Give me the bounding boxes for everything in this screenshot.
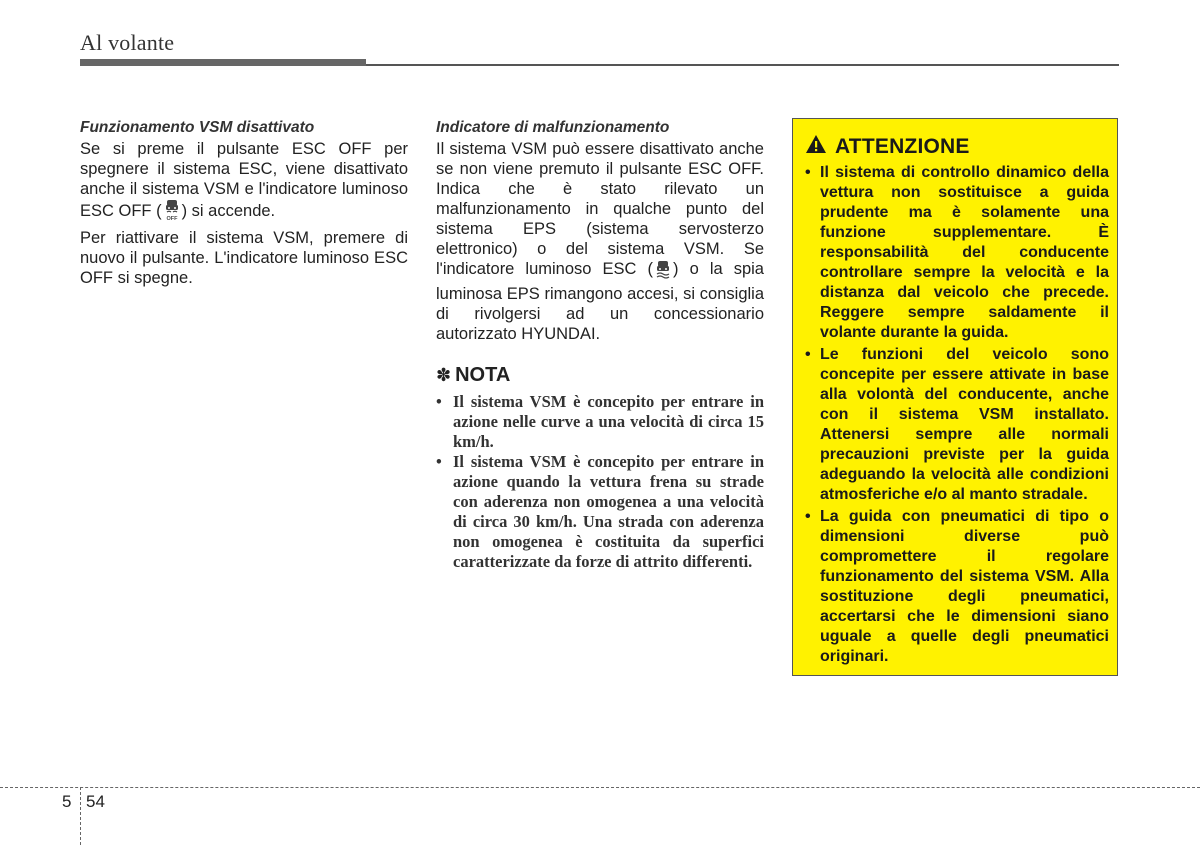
column-middle (436, 118, 764, 572)
esc-off-warning-icon (163, 199, 181, 226)
warning-item: • La guida con pneumatici di tipo o dimensioni diverse può compromettere il regolare funzionamento del sistema VSM. Alla sostituzione degli pneumatici, accertarsi che le dimensioni siano uguale a quelle degli pneumatici originari. (805, 507, 1109, 667)
warning-title: ATTENZIONE (835, 134, 970, 158)
asterisk-icon: ✽ (436, 365, 452, 385)
paragraph-text: Se si preme il pulsante ESC OFF per spegnere il sistema ESC, viene disattivato anche il sistema VSM e l'indicatore luminoso ESC OFF ( (80, 140, 408, 220)
page-number: 54 (86, 792, 105, 811)
nota-title: NOTA (455, 364, 511, 386)
nota-item: • Il sistema VSM è concepito per entrare in azione quando la vettura frena su strade con aderenza non omogenea a una velocità di circa 30 km/h. Una strada con aderenza non omogenea è costituita da superfici caratterizzate da forze di attrito differenti. (436, 452, 764, 572)
nota-item: • Il sistema VSM è concepito per entrare in azione nelle curve a una velocità di circa 15 km/h. (436, 392, 764, 452)
footer-divider (80, 787, 81, 845)
footer-rule (0, 787, 1200, 788)
warning-heading (805, 134, 970, 159)
nota-heading (436, 364, 764, 386)
paragraph (436, 139, 764, 344)
header-rule-thick (80, 59, 366, 66)
paragraph-text: Il sistema VSM può essere disattivato anche se non viene premuto il pulsante ESC OFF. Indica che è stato rilevato un malfunzionamento in qualche punto del sistema EPS (sistema servosterzo elettronico) o del sistema VSM. Se l'indicatore luminoso ESC ( (436, 140, 764, 278)
warning-item: • Il sistema di controllo dinamico della vettura non sostituisce a guida prudente ma è solamente una funzione supplementare. È responsabilità del conducente controllare sempre la velocità e la distanza dal veicolo che precede. Reggere sempre saldamente il volante durante la guida. (805, 163, 1109, 343)
section-heading: Indicatore di malfunzionamento (436, 119, 670, 136)
section-heading: Funzionamento VSM disattivato (80, 119, 315, 136)
warning-list (805, 163, 1109, 669)
header-title: Al volante (80, 30, 175, 55)
warning-box (792, 118, 1118, 676)
paragraph (80, 139, 408, 226)
column-left (80, 118, 408, 288)
esc-warning-icon (654, 259, 672, 284)
paragraph: Per riattivare il sistema VSM, premere di nuovo il pulsante. L'indicatore luminoso ESC OFF si spegne. (80, 229, 408, 287)
nota-list (436, 392, 764, 572)
paragraph-text: ) si accende. (181, 202, 276, 220)
icon-off-text: OFF (166, 216, 178, 221)
warning-triangle-icon (805, 134, 827, 159)
paragraph-text: ) o la spia luminosa EPS rimangono accesi, si consiglia di rivolgersi ad un concessionario autorizzato HYUNDAI. (436, 260, 764, 343)
header-rule-thin (366, 64, 1119, 66)
warning-item: • Le funzioni del veicolo sono concepite per essere attivate in base alla volontà del conducente, anche con il sistema VSM installato. Attenersi sempre alle normali precauzioni previste per la guida adeguando la velocità alle condizioni atmosferiche e/o al manto stradale. (805, 345, 1109, 505)
chapter-number: 5 (62, 792, 72, 811)
